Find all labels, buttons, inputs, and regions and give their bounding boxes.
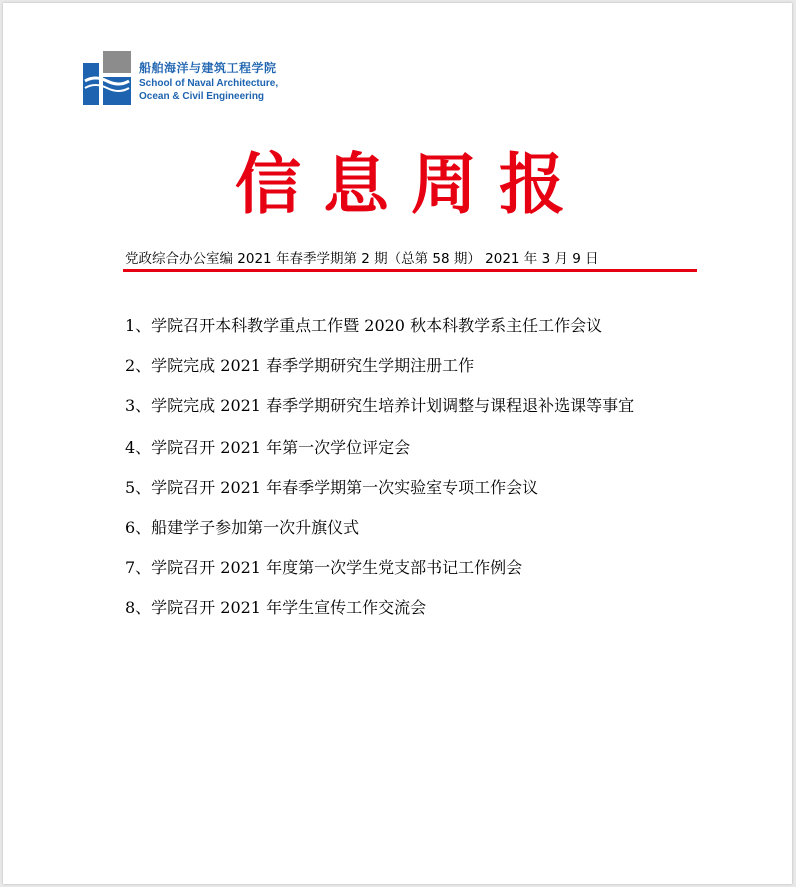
red-divider <box>123 269 697 272</box>
issue-info: 党政综合办公室编 2021 年春季学期第 2 期（总第 58 期） 2021 年 3 月 9 日 <box>125 251 599 267</box>
list-item: 6、船建学子参加第一次升旗仪式 <box>125 518 360 537</box>
list-item: 4、学院召开 2021 年第一次学位评定会 <box>125 438 411 457</box>
list-item: 3、学院完成 2021 春季学期研究生培养计划调整与课程退补选课等事宜 <box>125 396 635 415</box>
list-item: 2、学院完成 2021 春季学期研究生学期注册工作 <box>125 356 475 375</box>
list-item: 5、学院召开 2021 年春季学期第一次实验室专项工作会议 <box>125 478 539 497</box>
contents-list <box>125 315 695 637</box>
document-page <box>3 3 792 884</box>
list-item: 1、学院召开本科教学重点工作暨 2020 秋本科教学系主任工作会议 <box>125 316 603 335</box>
logo-name-en-line2: Ocean & Civil Engineering <box>139 91 265 102</box>
list-item: 8、学院召开 2021 年学生宣传工作交流会 <box>125 598 427 617</box>
school-emblem-icon <box>83 51 131 105</box>
logo-name-en-line1: School of Naval Architecture, <box>139 78 279 89</box>
school-logo <box>83 51 283 107</box>
list-item: 7、学院召开 2021 年度第一次学生党支部书记工作例会 <box>125 558 523 577</box>
logo-text <box>139 59 278 102</box>
newsletter-title: 信息周报 <box>235 146 587 223</box>
logo-name-cn: 船舶海洋与建筑工程学院 <box>139 61 277 75</box>
